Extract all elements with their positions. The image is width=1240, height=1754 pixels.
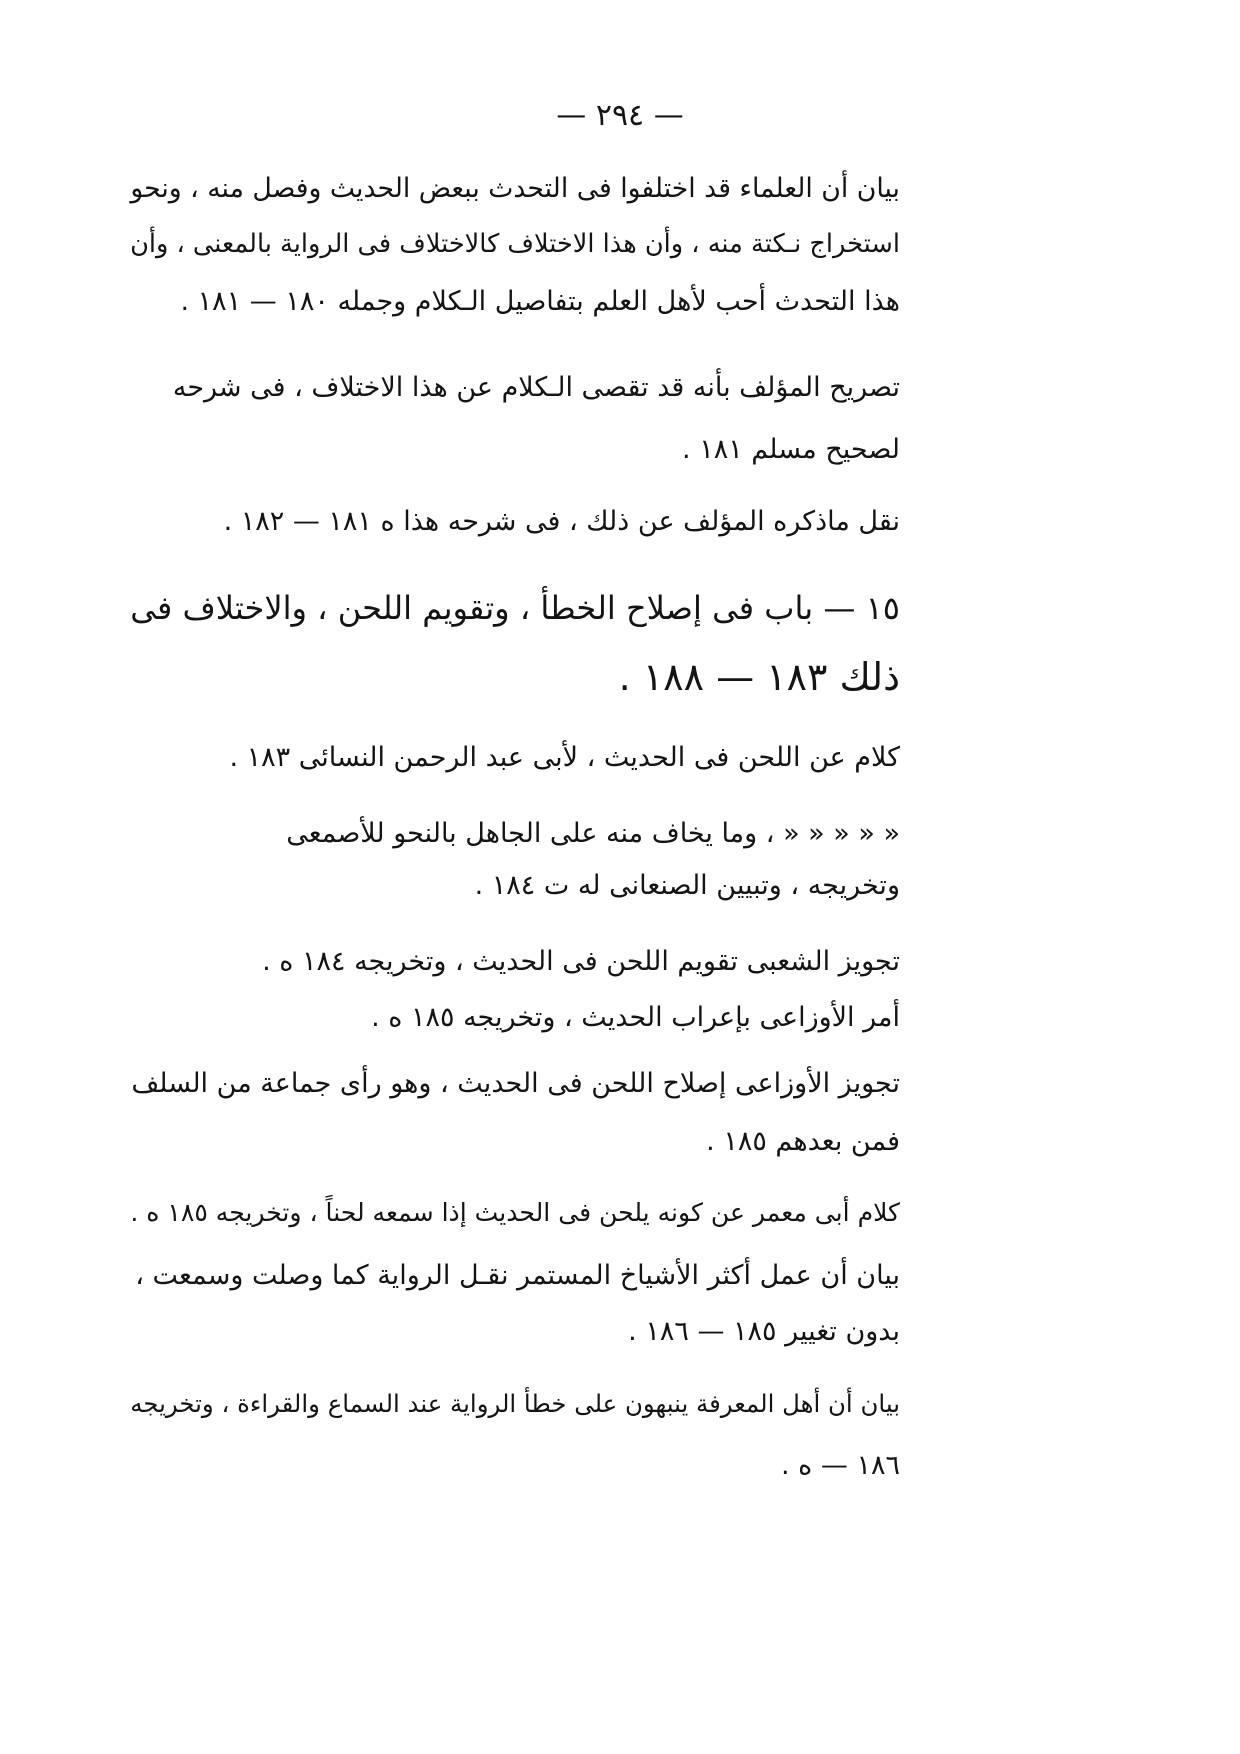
entry-line: بيان أن عمل أكثر الأشياخ المستمر نقـل الرواية كما وصلت وسمعت ، [135,1260,900,1291]
entry-line: كلام عن اللحن فى الحديث ، لأبى عبد الرحمن النسائى ١٨٣ . [229,742,900,773]
chapter-heading-line: ١٥ — باب فى إصلاح الخطأ ، وتقويم اللحن ، والاختلاف فى [130,589,900,627]
entry-line: كلام أبى معمر عن كونه يلحن فى الحديث إذا سمعه لحناً ، وتخريجه ١٨٥ ه . [130,1198,900,1227]
entry-line: هذا التحدث أحب لأهل العلم بتفاصيل الـكلام وجمله ١٨٠ — ١٨١ . [180,286,900,317]
entry-line: تجويز الشعبى تقويم اللحن فى الحديث ، وتخريجه ١٨٤ ه . [262,946,900,977]
entry-line: لصحيح مسلم ١٨١ . [682,434,900,465]
entry-line: بيان أن العلماء قد اختلفوا فى التحدث ببعض الحديث وفصل منه ، ونحو [130,173,900,204]
entry-line: تجويز الأوزاعى إصلاح اللحن فى الحديث ، وهو رأى جماعة من السلف [131,1068,900,1099]
entry-line: أمر الأوزاعى بإعراب الحديث ، وتخريجه ١٨٥ ه . [371,1002,900,1033]
entry-line: نقل ماذكره المؤلف عن ذلك ، فى شرحه هذا ه ١٨١ — ١٨٢ . [223,506,900,537]
entry-line: وتخريجه ، وتبيين الصنعانى له ت ١٨٤ . [474,870,900,901]
entry-line: ١٨٦ — ه . [781,1450,900,1481]
entry-line: فمن بعدهم ١٨٥ . [706,1126,900,1157]
entry-line: تصريح المؤلف بأنه قد تقصى الـكلام عن هذا الاختلاف ، فى شرحه [172,372,900,403]
entry-line: بيان أن أهل المعرفة ينبهون على خطأ الرواية عند السماع والقراءة ، وتخريجه [130,1389,900,1418]
entry-line: « « « « « ، وما يخاف منه على الجاهل بالنحو للأصمعى [286,818,900,849]
entry-line: استخراج نـكتة منه ، وأن هذا الاختلاف كالاختلاف فى الرواية بالمعنى ، وأن [130,229,900,259]
chapter-heading-line: ذلك ١٨٣ — ١٨٨ . [618,655,900,699]
entry-line: بدون تغيير ١٨٥ — ١٨٦ . [628,1316,900,1347]
page-number: — ٢٩٤ — [556,98,684,133]
